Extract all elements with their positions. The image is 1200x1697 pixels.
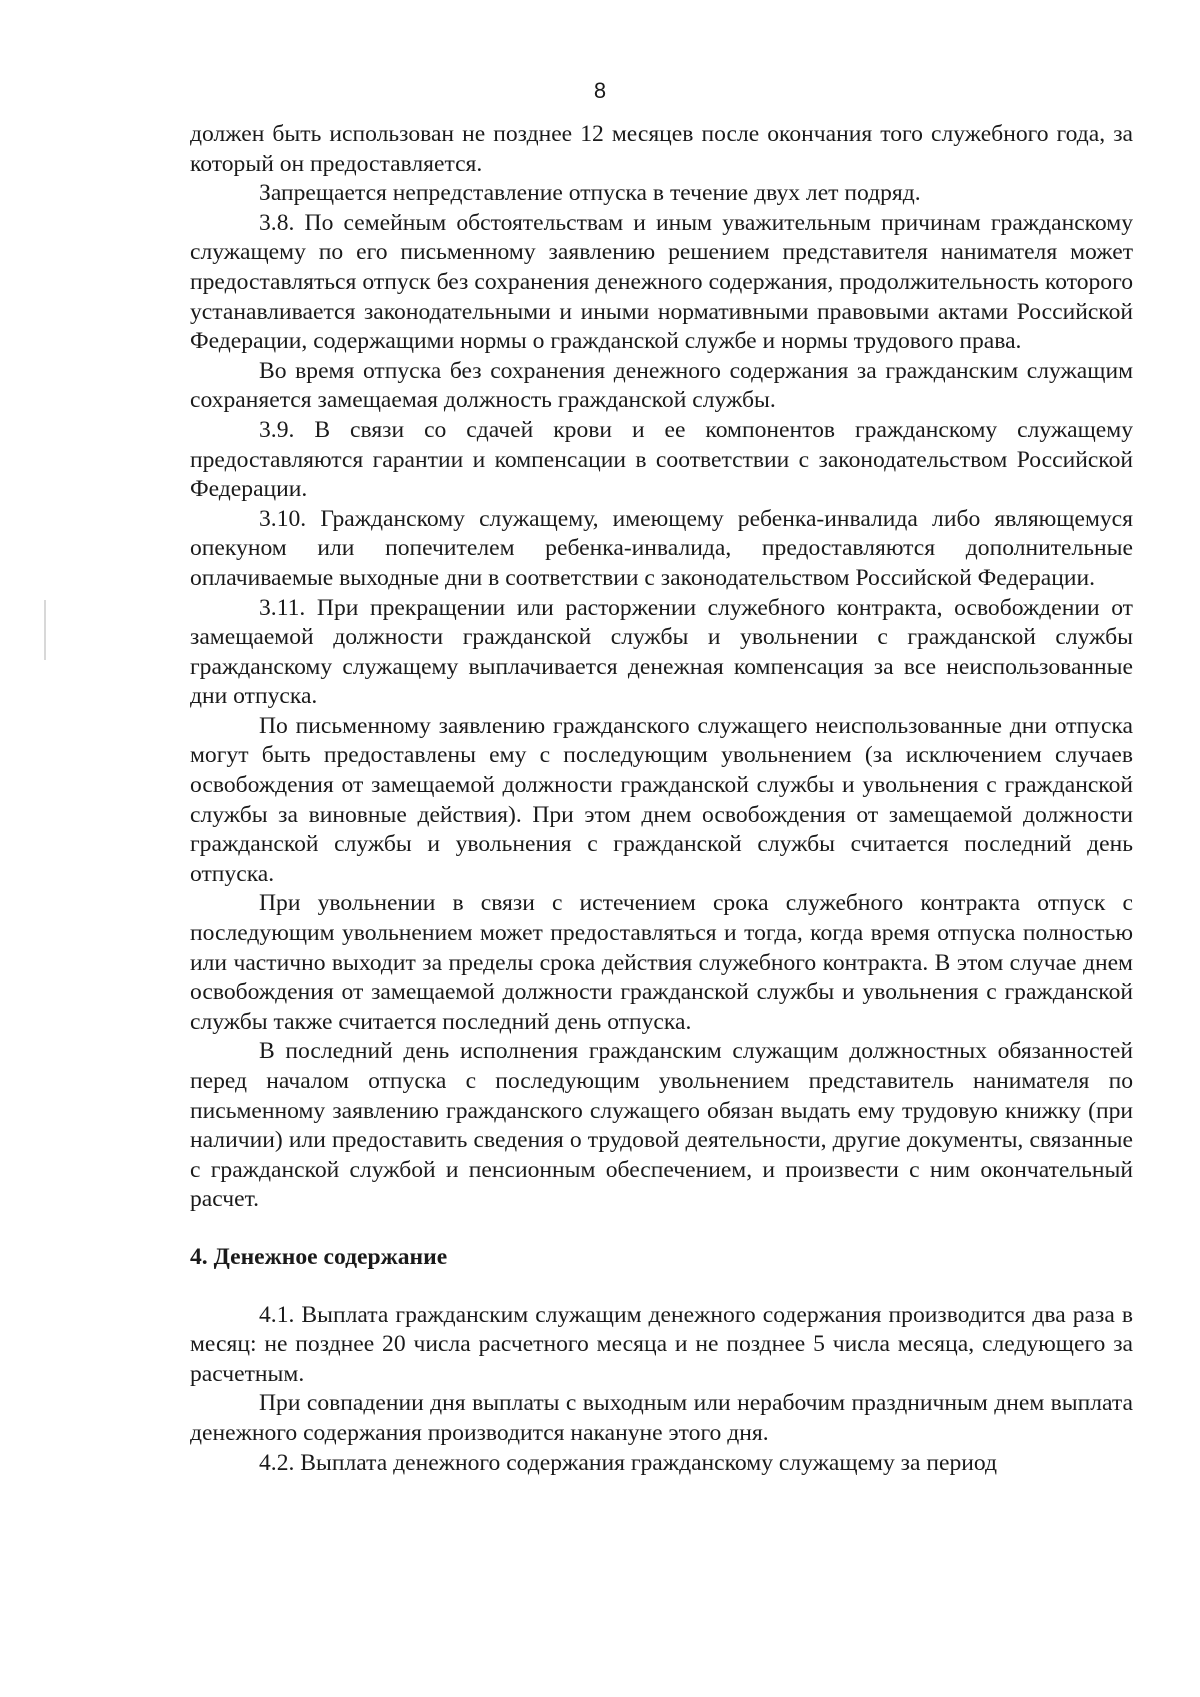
paragraph-4-2: 4.2. Выплата денежного содержания гражданскому служащему за период (259, 1449, 997, 1476)
paragraph-3-8: 3.8. По семейным обстоятельствам и иным уважительным причинам гражданскому служащему по его письменному заявлению решением представителя нанимателя может предоставляться отпуск без сохранения денежного содержания, продолжительность которого устанавливается законодательными и иными нормативными правовыми актами Российской Федерации, содержащими нормы о гражданской службе и нормы трудового права. (190, 209, 1133, 355)
paragraph-3-10: 3.10. Гражданскому служащему, имеющему ребенка-инвалида либо являющемуся опекуном или попечителем ребенка-инвалида, предоставляются дополнительные оплачиваемые выходные дни в соответствии с законодательством Российской Федерации. (190, 505, 1133, 591)
paragraph: По письменному заявлению гражданского служащего неиспользованные дни отпуска могут быть предоставлены ему с последующим увольнением (за исключением случаев освобождения от замещаемой должности гражданской службы и увольнения с гражданской службы за виновные действия). При этом днем освобождения от замещаемой должности гражданской службы и увольнения с гражданской службы считается последний день отпуска. (190, 712, 1133, 887)
paragraph: В последний день исполнения гражданским служащим должностных обязанностей перед началом отпуска с последующим увольнением представитель нанимателя по письменному заявлению гражданского служащего обязан выдать ему трудовую книжку (при наличии) или предоставить сведения о трудовой деятельности, другие документы, связанные с гражданской службой и пенсионным обеспечением, и произвести с ним окончательный расчет. (190, 1038, 1133, 1213)
paragraph: При увольнении в связи с истечением срока служебного контракта отпуск с последующим увольнением может предоставляться и тогда, когда время отпуска полностью или частично выходит за пределы срока действия служебного контракта. В этом случае днем освобождения от замещаемой должности гражданской службы и увольнения с гражданской службы также считается последний день отпуска. (190, 890, 1133, 1035)
paragraph: Во время отпуска без сохранения денежного содержания за гражданским служащим сохраняется замещаемая должность гражданской службы. (190, 357, 1133, 414)
paragraph-3-11: 3.11. При прекращении или расторжении служебного контракта, освобождении от замещаемой должности гражданской службы и увольнении с гражданской службы гражданскому служащему выплачивается денежная компенсация за все неиспользованные дни отпуска. (190, 594, 1133, 710)
paragraph-3-9: 3.9. В связи со сдачей крови и ее компонентов гражданскому служащему предоставляются гарантии и компенсации в соответствии с законодательством Российской Федерации. (190, 416, 1133, 503)
paragraph: При совпадении дня выплаты с выходным или нерабочим праздничным днем выплата денежного содержания производится накануне этого дня. (190, 1390, 1133, 1446)
paragraph-4-1: 4.1. Выплата гражданским служащим денежного содержания производится два раза в месяц: не позднее 20 числа расчетного месяца и не позднее 5 числа месяца, следующего за расчетным. (190, 1301, 1133, 1387)
paragraph: Запрещается непредставление отпуска в течение двух лет подряд. (259, 180, 921, 207)
document-body (190, 120, 1133, 1478)
page-number: 8 (593, 78, 607, 103)
section-heading: 4. Денежное содержание (190, 1243, 448, 1270)
scan-artifact (44, 600, 46, 660)
paragraph-continuation: должен быть использован не позднее 12 месяцев после окончания того служебного года, за который он предоставляется. (190, 121, 1133, 177)
